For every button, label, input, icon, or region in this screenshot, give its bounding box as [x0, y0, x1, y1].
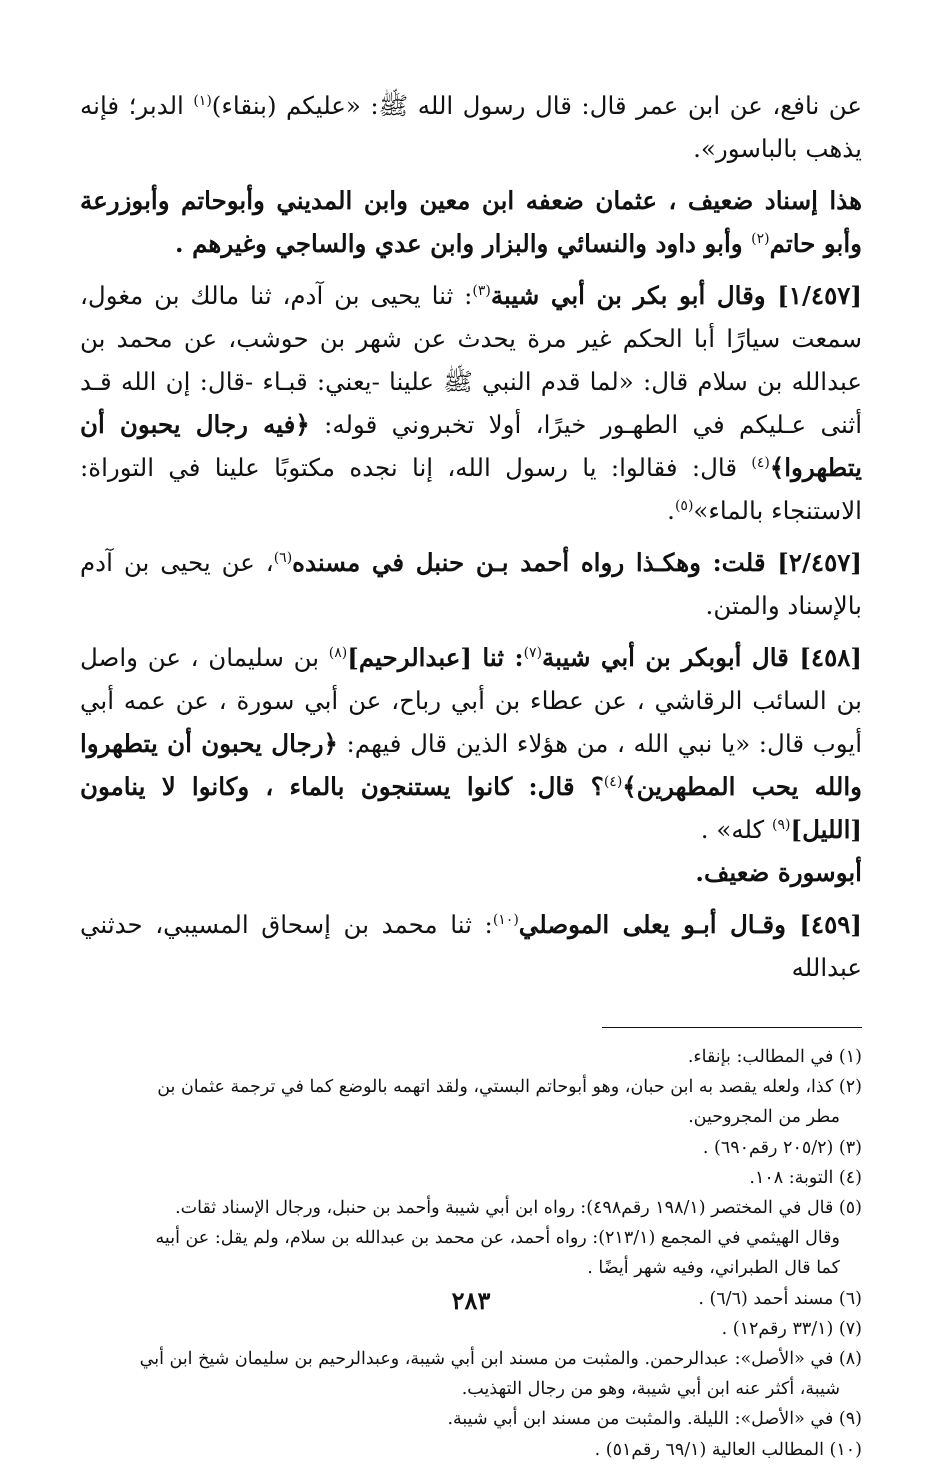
- footnote-line: (٤) التوبة: ١٠٨.: [749, 1167, 862, 1188]
- footnote-marker: (٤): [603, 773, 623, 790]
- footnote-line: مطر من المجروحين.: [688, 1107, 840, 1128]
- paragraph: [80, 84, 862, 170]
- bold-text: وأبو داود والنسائي والبزار وابن عدي والساجي وغيرهم .: [175, 229, 752, 258]
- bold-text: [٤٥٩] وقـال أبـو يعلى الموصلي: [518, 910, 862, 939]
- bold-text: ﴿فيه رجال يحبون أن يتطهروا﴾: [80, 410, 862, 482]
- footnote-line: (٩) في «الأصل»: الليلة. والمثبت من مسند ابن أبي شيبة.: [447, 1409, 862, 1430]
- bold-text: ؟ قال: كانوا يستنجون بالماء ، وكانوا لا ينامون [الليل]: [80, 772, 862, 844]
- footnote-marker: (٥): [674, 497, 694, 514]
- footnote-line: كما قال الطبراني، وفيه شهر أيضًا .: [587, 1258, 840, 1279]
- bold-text: ﴿رجال يحبون أن يتطهروا والله يحب المطهرين﴾: [80, 729, 862, 801]
- bold-text: [١/٤٥٧] وقال أبو بكر بن أبي شيبة: [490, 281, 862, 310]
- main-text: [80, 84, 862, 989]
- footnote-line: (٢) كذا، ولعله يقصد به ابن حبان، وهو أبوحاتم البستي، ولقد اتهمه بالوضع كما في ترجمة عثمان بن: [157, 1077, 862, 1098]
- footnote-line: (٦) مسند أحمد (٦/٦) .: [698, 1288, 862, 1309]
- footnote-divider: [602, 1027, 862, 1028]
- footnote-line: (٥) قال في المختصر (١٩٨/١ رقم٤٩٨): رواه ابن أبي شيبة وأحمد بن حنبل، ورجال الإسناد ثقات.: [175, 1198, 862, 1219]
- footnotes: [80, 1042, 862, 1465]
- text-run: : ثنا يحيى بن آدم، ثنا مالك بن مغول، سمعت سيارًا أبا الحكم غير مرة يحدث عن شهر بن حوشب، عن محمد بن عبدالله بن سلام قال: «لما قدم النبي ﷺ علينا -يعني: قبـاء -قال: إن الله قـد أثنى عـليكم في الطهـور خيرًا، أولا تخبروني قوله:: [80, 281, 862, 439]
- footnote-marker: (٨): [328, 644, 348, 661]
- footnote-line: شيبة، أكثر عنه ابن أبي شيبة، وهو من رجال التهذيب.: [461, 1379, 840, 1400]
- text-run: .: [667, 496, 675, 525]
- page-number: ٢٨٣: [451, 1286, 491, 1315]
- footnote-marker: (١٠): [492, 911, 519, 928]
- footnote-line: (١) في المطالب: بإنقاء.: [687, 1047, 862, 1067]
- footnote-line: (٨) في «الأصل»: عبدالرحمن. والمثبت من مسند ابن أبي شيبة، وعبدالرحيم بن سليمان شيخ ابن أبي: [139, 1349, 862, 1370]
- text-run: ، عن يحيى بن آدم بالإسناد والمتن.: [80, 548, 862, 620]
- paragraph: [80, 636, 862, 851]
- bold-text: [٢/٤٥٧] قلت: وهكـذا رواه أحمد بـن حنبل في مسنده: [292, 548, 862, 577]
- footnote-marker: (٧): [523, 644, 543, 661]
- bold-text: هذا إسناد ضعيف ، عثمان ضعفه ابن معين وابن المديني وأبوحاتم وأبوزرعة وأبو حاتم: [80, 186, 862, 258]
- text-run: : ثنا محمد بن إسحاق المسيبي، حدثني عبدالله: [80, 910, 862, 982]
- book-page: [80, 84, 862, 1460]
- text-run: عن نافع، عن ابن عمر قال: قال رسول الله ﷺ: «عليكم (بنقاء): [211, 91, 862, 120]
- text-run: كله» .: [700, 815, 773, 844]
- footnote-marker: (٤): [751, 454, 770, 471]
- footnote-line: (١٠) المطالب العالية (٦٩/١ رقم٥١) .: [594, 1439, 862, 1460]
- footnote-marker: (٦): [273, 549, 293, 566]
- footnote-line: (٧) (٣٣/١ رقم١٢) .: [721, 1318, 862, 1339]
- footnote-marker: (٩): [772, 816, 791, 833]
- bold-text: أبوسورة ضعيف.: [695, 858, 862, 887]
- footnote-marker: (٣): [472, 282, 491, 299]
- footnote-marker: (١): [193, 92, 212, 109]
- footnote-line: (٣) (٢٠٥/٢ رقم٦٩٠) .: [702, 1137, 862, 1158]
- paragraph: [80, 851, 862, 894]
- text-run: بن سليمان ، عن واصل بن السائب الرقاشي ، عن عطاء بن أبي رباح، عن أبي سورة ، عن عمه أبي أيوب قال: «يا نبي الله ، من هؤلاء الذين قال فيهم:: [80, 643, 862, 758]
- footnote-marker: (٢): [751, 230, 770, 247]
- text-run: قال: فقالوا: يا رسول الله، إنا نجده مكتوبًا علينا في التوراة: الاستنجاء بالماء»: [80, 453, 862, 525]
- paragraph: [80, 903, 862, 989]
- footnote-line: وقال الهيثمي في المجمع (٢١٣/١): رواه أحمد، عن محمد بن عبدالله بن سلام، ولم يقل: عن أبيه: [155, 1228, 840, 1249]
- text-run: الدبر؛ فإنه يذهب بالباسور».: [80, 91, 862, 163]
- paragraph: [80, 274, 862, 532]
- bold-text: : ثنا [عبدالرحيم]: [347, 643, 524, 672]
- paragraph: [80, 541, 862, 627]
- bold-text: [٤٥٨] قال أبوبكر بن أبي شيبة: [542, 643, 862, 672]
- paragraph: [80, 179, 862, 265]
